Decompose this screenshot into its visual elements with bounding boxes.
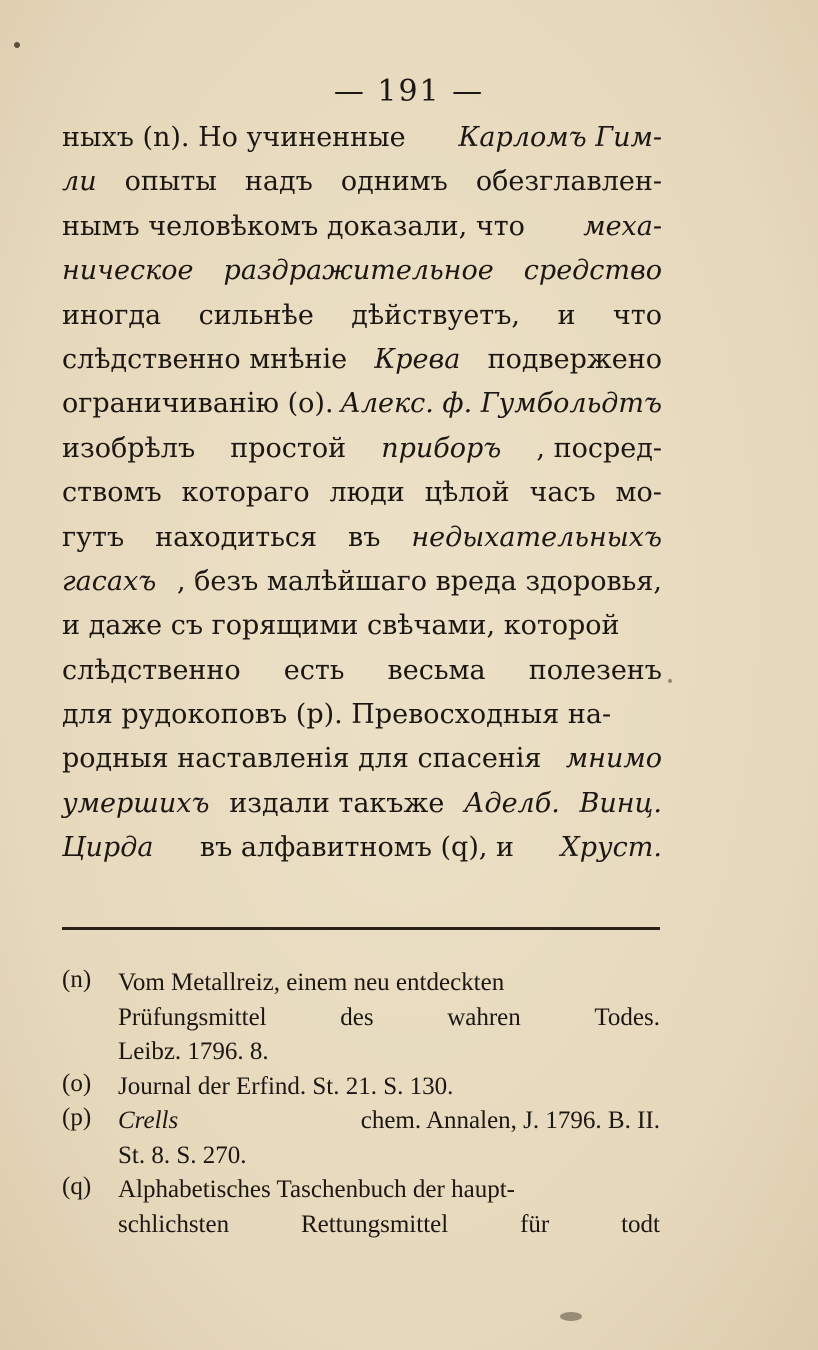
text-phrase: , посред- bbox=[536, 432, 662, 464]
text-line bbox=[62, 344, 662, 388]
footnote bbox=[62, 966, 660, 1070]
footnote-line bbox=[118, 1035, 660, 1070]
footnote-phrase: Vom Metallreiz, einem neu entdeckten bbox=[118, 969, 505, 996]
text-line bbox=[62, 566, 662, 610]
text-phrase: что bbox=[612, 299, 662, 331]
footnotes bbox=[62, 966, 660, 1242]
text-line bbox=[62, 477, 662, 521]
text-line bbox=[62, 832, 662, 876]
text-phrase: ныхъ (n). Но учиненные bbox=[62, 122, 406, 153]
italic-phrase: средство bbox=[523, 255, 662, 287]
text-phrase: весьма bbox=[387, 654, 486, 686]
text-phrase: гутъ bbox=[62, 521, 125, 553]
text-phrase: иногда bbox=[62, 299, 162, 331]
footnote-phrase: des bbox=[340, 1003, 374, 1031]
footnote bbox=[62, 1173, 660, 1242]
footnote-mark: (q) bbox=[62, 1173, 92, 1200]
footnote bbox=[62, 1070, 660, 1105]
text-phrase: слѣдственно мнѣніе bbox=[62, 343, 348, 375]
footnote-text bbox=[118, 1173, 660, 1242]
text-line bbox=[62, 122, 662, 166]
text-line bbox=[62, 388, 662, 432]
italic-phrase: Крева bbox=[374, 343, 461, 375]
text-phrase: родныя наставленія для спасенія bbox=[62, 743, 542, 775]
text-line bbox=[62, 433, 662, 477]
italic-phrase: ли bbox=[62, 166, 97, 198]
footnote-line bbox=[118, 966, 660, 1001]
footnote-text bbox=[118, 1104, 660, 1173]
ink-speck bbox=[14, 42, 20, 48]
footnote-phrase: für bbox=[520, 1210, 550, 1238]
footnote-line bbox=[118, 1208, 660, 1243]
footnote-mark: (p) bbox=[62, 1104, 92, 1131]
footnote-phrase: Alphabetisches Taschenbuch der haupt- bbox=[118, 1176, 515, 1203]
footnote bbox=[62, 1104, 660, 1173]
footnote-phrase: schlichsten bbox=[118, 1210, 230, 1238]
italic-phrase: приборъ bbox=[381, 432, 502, 464]
text-phrase: однимъ bbox=[340, 166, 448, 198]
italic-phrase: Карломъ Гим- bbox=[458, 122, 662, 153]
text-line bbox=[62, 255, 662, 299]
footnote-mark: (n) bbox=[62, 966, 92, 993]
italic-phrase: умершихъ bbox=[62, 787, 210, 819]
text-line bbox=[62, 522, 662, 566]
footnote-phrase: St. 8. S. 270. bbox=[118, 1141, 247, 1169]
footnote-line bbox=[118, 1104, 660, 1139]
footnote-phrase: Crells bbox=[118, 1107, 179, 1134]
footnote-line bbox=[118, 1001, 660, 1036]
text-phrase: мо- bbox=[615, 477, 662, 509]
footnote-phrase: Prüfungsmittel bbox=[118, 1003, 267, 1031]
text-line bbox=[62, 300, 662, 344]
italic-phrase: ническое bbox=[62, 255, 194, 287]
text-phrase: опыты bbox=[124, 166, 217, 198]
text-phrase: въ алфавитномъ (q), и bbox=[199, 832, 515, 864]
text-phrase: и даже съ горящими свѣчами, которой bbox=[62, 610, 620, 642]
text-phrase: въ bbox=[348, 521, 381, 553]
text-phrase: люди bbox=[329, 477, 405, 509]
footnote-phrase: Leibz. 1796. 8. bbox=[118, 1038, 269, 1065]
text-phrase: ствомъ bbox=[62, 477, 162, 509]
text-line bbox=[62, 610, 662, 654]
text-phrase: подвержено bbox=[487, 343, 662, 375]
italic-phrase: Аделб. bbox=[464, 787, 560, 819]
text-phrase: ограничиванію (o). bbox=[62, 388, 334, 420]
text-line bbox=[62, 788, 662, 832]
text-phrase: котораго bbox=[181, 477, 310, 509]
footnote-phrase: Journal der Erfind. St. 21. S. 130. bbox=[118, 1072, 454, 1100]
footnote-phrase: todt bbox=[621, 1210, 660, 1238]
text-phrase: обезглавлен- bbox=[475, 166, 662, 198]
text-phrase: нымъ человѣкомъ доказали, что bbox=[62, 210, 525, 242]
italic-phrase: Цирда bbox=[62, 832, 154, 864]
footnote-text bbox=[118, 1070, 660, 1105]
text-phrase: слѣдственно bbox=[62, 654, 241, 686]
italic-phrase: гасахъ bbox=[62, 565, 157, 597]
footnote-phrase: chem. Annalen, J. 1796. B. II. bbox=[360, 1107, 660, 1134]
italic-phrase: мнимо bbox=[565, 743, 662, 775]
text-line bbox=[62, 166, 662, 210]
text-phrase: полезенъ bbox=[528, 654, 662, 686]
text-line bbox=[62, 211, 662, 255]
text-phrase: сильнѣе bbox=[198, 299, 314, 331]
footnote-line bbox=[118, 1070, 660, 1105]
italic-phrase: Винц. bbox=[579, 787, 662, 819]
italic-phrase: меха- bbox=[583, 210, 662, 242]
footnote-line bbox=[118, 1139, 660, 1174]
text-phrase: , безъ малѣйшаго вреда здоровья, bbox=[176, 565, 662, 597]
italic-phrase: раздражительное bbox=[223, 255, 494, 287]
italic-phrase: недыхательныхъ bbox=[411, 521, 662, 553]
page-number: — 191 — bbox=[333, 74, 485, 109]
text-phrase: цѣлой bbox=[424, 477, 510, 509]
footnote-line bbox=[118, 1173, 660, 1208]
text-phrase: надъ bbox=[244, 166, 313, 198]
text-phrase: дѣйствуетъ, bbox=[351, 299, 520, 331]
footnote-mark: (o) bbox=[62, 1069, 92, 1097]
text-phrase: находиться bbox=[155, 521, 318, 553]
text-phrase: изобрѣлъ bbox=[62, 432, 196, 464]
footnote-text bbox=[118, 966, 660, 1070]
italic-phrase: Алекс. ф. Гумбольдтъ bbox=[340, 388, 662, 420]
text-phrase: простой bbox=[230, 432, 347, 464]
text-phrase: и bbox=[557, 299, 576, 331]
text-phrase: для рудокоповъ (p). Превосходныя на- bbox=[62, 699, 612, 731]
text-phrase: часъ bbox=[529, 477, 596, 509]
text-line bbox=[62, 655, 662, 699]
ink-speck bbox=[668, 679, 672, 683]
ink-speck bbox=[560, 1312, 582, 1321]
main-text bbox=[62, 122, 662, 877]
text-line bbox=[62, 699, 662, 743]
footnote-phrase: Todes. bbox=[594, 1003, 660, 1031]
text-line bbox=[62, 743, 662, 787]
text-phrase: издали такъже bbox=[229, 787, 445, 819]
italic-phrase: Хруст. bbox=[560, 832, 662, 864]
footnote-separator bbox=[62, 927, 660, 930]
text-phrase: есть bbox=[283, 654, 345, 686]
footnote-phrase: Rettungsmittel bbox=[300, 1210, 449, 1238]
footnote-phrase: wahren bbox=[447, 1003, 521, 1031]
